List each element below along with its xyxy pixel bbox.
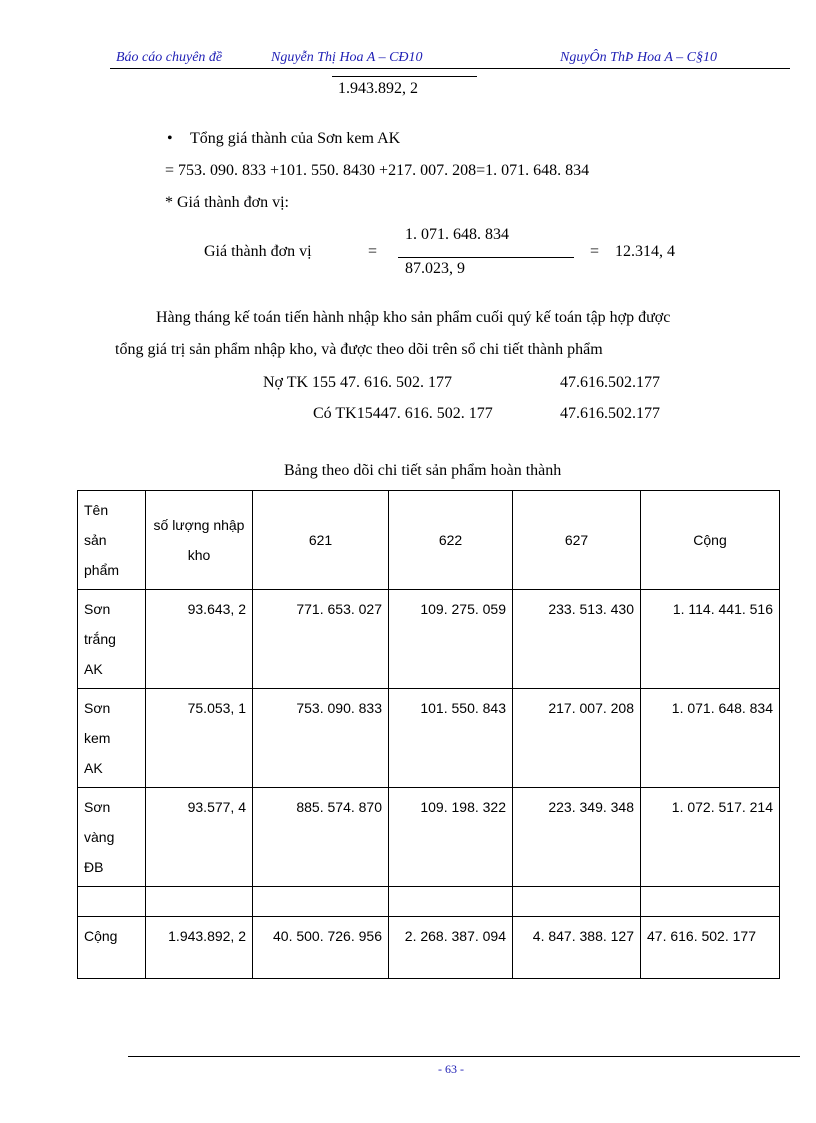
header-total: Cộng bbox=[641, 491, 780, 590]
table-title: Bảng theo dõi chi tiết sản phẩm hoàn thành bbox=[284, 462, 562, 479]
cost-equation: = 753. 090. 833 +101. 550. 8430 +217. 007. 208=1. 071. 648. 834 bbox=[165, 162, 590, 179]
footer-rule bbox=[128, 1056, 800, 1057]
cell-empty bbox=[389, 887, 513, 917]
debit-entry: Nợ TK 155 47. 616. 502. 177 bbox=[263, 374, 453, 391]
formula-result: 12.314, 4 bbox=[615, 243, 675, 260]
cell-622: 109. 198. 322 bbox=[389, 788, 513, 887]
formula-equals-2: = bbox=[590, 243, 600, 260]
formula-label: Giá thành đơn vị bbox=[204, 243, 312, 260]
cell-product: Sơn trắng AK bbox=[78, 590, 146, 689]
cell-total: 1. 114. 441. 516 bbox=[641, 590, 780, 689]
cell-627: 233. 513. 430 bbox=[513, 590, 641, 689]
table-row-empty bbox=[78, 887, 780, 917]
cell-product: Sơn vàng ĐB bbox=[78, 788, 146, 887]
cell-622: 109. 275. 059 bbox=[389, 590, 513, 689]
cell-total: 1. 071. 648. 834 bbox=[641, 689, 780, 788]
cell-622: 2. 268. 387. 094 bbox=[389, 917, 513, 979]
cell-empty bbox=[253, 887, 389, 917]
cell-621: 40. 500. 726. 956 bbox=[253, 917, 389, 979]
cell-627: 217. 007. 208 bbox=[513, 689, 641, 788]
cell-621: 885. 574. 870 bbox=[253, 788, 389, 887]
cell-quantity: 75.053, 1 bbox=[146, 689, 253, 788]
header-left: Báo cáo chuyên đề bbox=[116, 50, 223, 65]
cell-622: 101. 550. 843 bbox=[389, 689, 513, 788]
header-center: Nguyễn Thị Hoa A – CĐ10 bbox=[271, 50, 423, 65]
formula-equals: = bbox=[368, 243, 378, 260]
table-row bbox=[78, 788, 780, 887]
table-row bbox=[78, 689, 780, 788]
header-right: NguyÔn ThÞ Hoa A – C§10 bbox=[560, 50, 717, 65]
cell-empty bbox=[146, 887, 253, 917]
formula-denominator: 87.023, 9 bbox=[405, 260, 465, 277]
header-product: Tên sản phẩm bbox=[78, 491, 146, 590]
credit-value: 47.616.502.177 bbox=[560, 405, 660, 422]
paragraph-line-2: tổng giá trị sản phẩm nhập kho, và được theo dõi trên sổ chi tiết thành phẩm bbox=[115, 341, 603, 358]
cell-627: 4. 847. 388. 127 bbox=[513, 917, 641, 979]
cell-quantity: 1.943.892, 2 bbox=[146, 917, 253, 979]
paragraph-line-1: Hàng tháng kế toán tiến hành nhập kho sản phẩm cuối quý kế toán tập hợp được bbox=[156, 309, 671, 326]
sum-rule bbox=[332, 76, 477, 77]
product-detail-table bbox=[77, 490, 780, 979]
cell-empty bbox=[641, 887, 780, 917]
fraction-bar bbox=[398, 257, 574, 258]
header-621: 621 bbox=[253, 491, 389, 590]
cell-product: Sơn kem AK bbox=[78, 689, 146, 788]
unit-cost-heading: * Giá thành đơn vị: bbox=[165, 194, 289, 211]
bullet-icon: • bbox=[167, 130, 173, 147]
cell-empty bbox=[513, 887, 641, 917]
cell-product: Cộng bbox=[78, 917, 146, 979]
formula-numerator: 1. 071. 648. 834 bbox=[405, 226, 509, 243]
bullet-text: Tổng giá thành của Sơn kem AK bbox=[190, 130, 401, 147]
header-627: 627 bbox=[513, 491, 641, 590]
header-622: 622 bbox=[389, 491, 513, 590]
table-row bbox=[78, 590, 780, 689]
header-quantity: số lượng nhập kho bbox=[146, 491, 253, 590]
page-number: - 63 - bbox=[438, 1062, 464, 1076]
cell-empty bbox=[78, 887, 146, 917]
credit-entry: Có TK15447. 616. 502. 177 bbox=[313, 405, 493, 422]
cell-quantity: 93.577, 4 bbox=[146, 788, 253, 887]
header-rule bbox=[110, 68, 790, 69]
cell-quantity: 93.643, 2 bbox=[146, 590, 253, 689]
debit-value: 47.616.502.177 bbox=[560, 374, 660, 391]
cell-627: 223. 349. 348 bbox=[513, 788, 641, 887]
table-total-row bbox=[78, 917, 780, 979]
cell-total: 1. 072. 517. 214 bbox=[641, 788, 780, 887]
table-header-row bbox=[78, 491, 780, 590]
cell-total: 47. 616. 502. 177 bbox=[641, 917, 780, 979]
cell-621: 771. 653. 027 bbox=[253, 590, 389, 689]
top-value: 1.943.892, 2 bbox=[338, 80, 418, 97]
cell-621: 753. 090. 833 bbox=[253, 689, 389, 788]
